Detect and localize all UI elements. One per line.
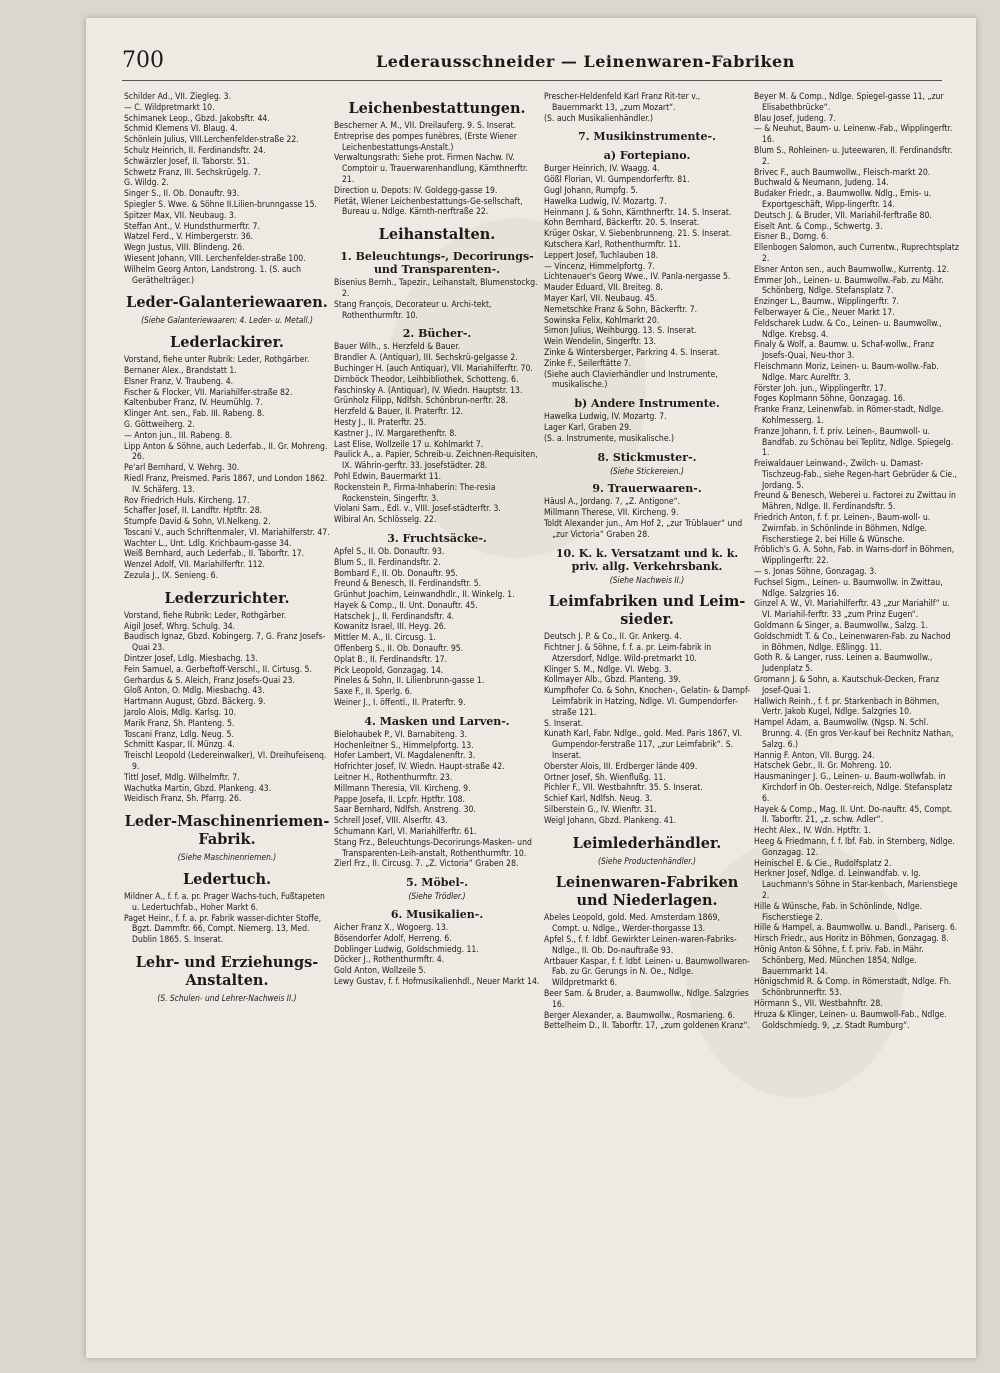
directory-entry: Entreprise des pompes funèbres, (Erste Wiener Leichenbestattungs-Anstalt.)	[334, 131, 517, 153]
directory-entry: S. Inserat.	[544, 718, 584, 729]
directory-entry: Treischl Leopold (Ledereinwalker), VI. Dreihufeisenq. 9.	[124, 751, 327, 773]
directory-entry: Kohn Bernhard, Bäckerftr. 20. S. Inserat.	[544, 218, 700, 229]
section-heading: Ledertuch.	[182, 871, 272, 889]
directory-entry: Prescher-Heldenfeld Karl Franz Rit-ter v., Bauernmarkt 13, „zum Mozart“.	[544, 92, 701, 113]
directory-entry: Friedrich Anton, f. f. pr. Leinen-, Baum-woll- u. Zwirnfab. in Schönlinde in Böhmen, Ndlge. Fischerstiege 2, bei Hille & Wünsche.	[754, 513, 931, 545]
directory-entry: Brandler A. (Antiquar), III. Sechskrü-gelgasse 2.	[334, 353, 518, 364]
directory-entry: Elsner Anton sen., auch Baumwollw., Kurrentg. 12.	[754, 264, 950, 275]
directory-entry: Schaffer Josef, II. Landftr. Hptftr. 28.	[124, 506, 263, 517]
section-heading: 3. Fruchtsäcke-.	[387, 531, 487, 545]
directory-entry: Ellenbogen Salomon, auch Currentw., Ruprechtsplatz 2.	[754, 243, 959, 264]
directory-entry: Hatschek Gebr., II. Gr. Mohreng. 10.	[754, 761, 892, 772]
directory-entry: Verwaltungsrath: Siehe prot. Firmen Nachw. IV. Comptoir u. Trauerwarenhandlung, Kärnthnerftr. 21.	[334, 153, 528, 185]
section-heading: Lederlackirer.	[170, 334, 284, 352]
directory-entry: Tittl Josef, Mdlg. Wilhelmftr. 7.	[124, 772, 240, 783]
directory-entry: Foges Koplmann Söhne, Gonzagag. 16.	[754, 394, 906, 405]
directory-entry: Goldschmidt T. & Co., Leinenwaren-Fab. zu Nachod in Böhmen, Ndlge. Eßlingg. 11.	[754, 631, 951, 653]
section-heading: a) Fortepiano.	[603, 149, 691, 163]
directory-entry: Blum S., II. Ferdinandsftr. 2.	[334, 557, 441, 568]
directory-entry: Zezula J., IX. Senieng. 6.	[124, 571, 219, 582]
directory-entry: Hruza & Klinger, Leinen- u. Baumwoll-Fab., Ndlge. Goldschmiedg. 9, „z. Stadt Rumburg“.	[754, 1009, 947, 1031]
directory-entry: Offenberg S., II. Ob. Donauftr. 95.	[334, 644, 464, 655]
directory-entry: Wilhelm Georg Anton, Landstrong. 1. (S. auch Geräthelträger.)	[124, 264, 301, 286]
column-4	[754, 92, 960, 1031]
directory-entry: Sowinska Felix, Kohlmarkt 20.	[544, 315, 660, 326]
directory-entry: Paulick A., a. Papier, Schreib-u. Zeichnen-Requisiten, IX. Währin-gerftr. 33. Josefstädter. 28.	[334, 450, 538, 472]
directory-entry: Budaker Friedr., a. Baumwollw. Ndlg., Emis- u. Exportgeschäft, Wipp-lingerftr. 14.	[754, 189, 932, 210]
directory-entry: Spitzer Max, VII. Neubaug. 3.	[124, 210, 237, 221]
directory-entry: Rockenstein P., Firma-Inhaberin: The-resia Rockenstein, Singerftr. 3.	[334, 482, 496, 504]
directory-entry: (S. a. Instrumente, musikalische.)	[544, 433, 675, 444]
directory-entry: Elsner Franz, V. Traubeng. 4.	[124, 376, 234, 387]
directory-entry: Oberster Alois, III. Erdberger lände 409.	[544, 761, 698, 772]
page-number: 700	[122, 48, 164, 73]
directory-entry: Felberwayer & Cie., Neuer Markt 17.	[754, 307, 895, 318]
section-heading: 5. Möbel-.	[405, 876, 469, 890]
directory-entry: Abeles Leopold, gold. Med. Amsterdam 1869, Compt. u. Ndlge., Werder-thorgasse 13.	[544, 913, 720, 935]
directory-entry: Hawelka Ludwig, IV. Mozartg. 7.	[544, 412, 667, 423]
directory-entry: Freund & Benesch, II. Ferdinandsftr. 5.	[334, 579, 482, 590]
directory-entry: Weidisch Franz, Sh. Pfarrg. 26.	[124, 794, 242, 805]
cross-reference-note: (Siehe Trödler.)	[408, 891, 466, 902]
directory-entry: Bettelheim D., II. Taborftr. 17, „zum goldenen Kranz“.	[544, 1021, 750, 1032]
directory-entry: Burger Heinrich, IV. Waagg. 4.	[544, 164, 660, 175]
directory-entry: Zinke & Wintersberger, Parkring 4. S. Inserat.	[544, 347, 720, 358]
cross-reference-note: (S. Schulen- und Lehrer-Nachweis II.)	[157, 993, 297, 1003]
directory-entry: Beer Sam. & Bruder, a. Baumwollw., Ndlge. Salzgries 16.	[544, 989, 749, 1010]
section-heading: 2. Bücher-.	[402, 327, 472, 341]
directory-entry: Deutsch J. & Bruder, VII. Mariahil-ferftraße 80.	[754, 210, 932, 221]
running-head: Lederausschneider — Leinenwaren-Fabriken	[376, 52, 795, 71]
directory-entry: Schrell Josef, VIII. Alserftr. 43.	[334, 816, 448, 827]
directory-entry: Hönig Anton & Söhne, f. f. priv. Fab. in Mähr. Schönberg, Med. München 1854, Ndlge. Bauernmarkt 14.	[754, 944, 924, 977]
directory-entry: Millmann Therese, VII. Kircheng. 9.	[544, 508, 679, 519]
directory-entry: Hille & Wünsche, Fab. in Schönlinde, Ndlge. Fischerstiege 2.	[754, 901, 923, 923]
directory-entry: Hofer Lambert, VI. Magdalenenftr. 3.	[334, 751, 476, 762]
directory-entry: Hofrichter Josef, IV. Wiedn. Haupt-straße 42.	[334, 762, 505, 773]
directory-entry: Schwärzler Josef, II. Taborstr. 51.	[124, 156, 250, 167]
directory-entry: Freund & Benesch, Weberei u. Factorei zu Zwittau in Mähren, Ndlge. II. Ferdinandsftr. 5.	[754, 491, 956, 513]
directory-entry: Kowanitz Israel, III. Heyg. 26.	[334, 622, 447, 633]
section-heading: 8. Stickmuster-.	[597, 450, 697, 464]
directory-entry: Leitner H., Rothenthurmftr. 23.	[334, 773, 453, 784]
directory-page	[86, 18, 976, 1358]
directory-entry: Direction u. Depots: IV. Goldegg-gasse 19.	[334, 185, 498, 196]
directory-entry: Hausmaninger J. G., Leinen- u. Baum-wollwfab. in Kirchdorf in Ob. Oester-reich, Ndlge. Stefansplatz 6.	[754, 772, 953, 804]
directory-entry: Kollmayer Alb., Gbzd. Planteng. 39.	[544, 675, 681, 686]
directory-entry: Weiner J., I. öffentl., II. Praterftr. 9.	[334, 698, 466, 709]
section-heading: Leimfabriken und Leim-sieder.	[548, 593, 746, 629]
directory-entry: Klinger Ant. sen., Fab. III. Rabeng. 8.	[124, 409, 265, 420]
directory-entry: Kastner J., IV. Margarethenftr. 8.	[334, 428, 457, 439]
section-heading: Lehr- und Erziehungs-Anstalten.	[135, 954, 319, 989]
section-heading: Leihanstalten.	[378, 226, 496, 244]
directory-entry: Stumpfe David & Sohn, VI.Nelkeng. 2.	[124, 517, 271, 528]
directory-entry: Hallwich Reinh., f. f. pr. Starkenbach in Böhmen, Vertr. Jakob Kugel, Ndlge. Salzgries 10.	[754, 696, 940, 718]
directory-entry: Saar Bernhard, Ndlfsh. Anstreng. 30.	[334, 805, 476, 816]
directory-entry: Pohl Edwin, Bauermarkt 11.	[334, 471, 442, 482]
directory-entry: Wibiral An. Schlösselg. 22.	[334, 515, 437, 526]
header-rule	[122, 80, 942, 81]
directory-entry: Jarolo Alois, Mdlg. Karlsg. 10.	[124, 708, 236, 719]
directory-entry: — Anton jun., III. Rabeng. 8.	[124, 430, 233, 441]
directory-entry: Singer S., II. Ob. Donauftr. 93.	[124, 189, 240, 200]
directory-entry: Gößl Florian, VI. Gumpendorferftr. 81.	[544, 175, 690, 186]
directory-entry: Fichtner J. & Söhne, f. f. a. pr. Leim-fabrik in Atzersdorf, Ndlge. Wild-pretmarkt 10.	[544, 643, 712, 664]
directory-entry: — s. Jonas Söhne, Gonzagag. 3.	[754, 567, 877, 578]
directory-entry: Heinischel E. & Cie., Rudolfsplatz 2.	[754, 858, 892, 869]
directory-entry: Lipp Anton & Söhne, auch Lederfab., II. Gr. Mohreng. 26.	[124, 441, 328, 463]
directory-entry: Deutsch J. P. & Co., II. Gr. Ankerg. 4.	[544, 632, 682, 643]
directory-entry: Mittler M. A., II. Circusg. 1.	[334, 633, 436, 644]
directory-entry: Artbauer Kaspar, f. f. ldbf. Leinen- u. Baumwollwaren-Fab. zu Gr. Gerungs in N. Oe., Ndlge. Wildpretmarkt 6.	[544, 956, 750, 989]
section-heading: Leder-Maschinenriemen-Fabrik.	[124, 813, 330, 849]
directory-entry: Goldmann & Singer, a. Baumwollw., Salzg. 1.	[754, 621, 928, 632]
directory-entry: Riedl Franz, Preismed. Paris 1867, und London 1862. IV. Schäferg. 13.	[124, 473, 328, 495]
directory-entry: Klinger S. M., Ndlge. VI. Webg. 3.	[544, 664, 672, 675]
directory-entry: Kunath Karl, Fabr. Ndlge., gold. Med. Paris 1867, VI. Gumpendor-ferstraße 117, „zur Leimfabrik“. S. Inserat.	[544, 729, 743, 762]
directory-entry: Kaltenbuber Franz, IV. Heumühlg. 7.	[124, 398, 263, 409]
section-heading: Leinenwaren-Fabriken und Niederlagen.	[555, 874, 739, 910]
directory-entry: Wegn Justus, VIII. Blindeng. 26.	[124, 243, 245, 254]
section-heading: 6. Musikalien-.	[390, 908, 484, 922]
directory-entry: Bösendorfer Adolf, Herreng. 6.	[334, 933, 452, 944]
directory-entry: Gerhardus & S. Aleich, Franz Josefs-Quai 23.	[124, 675, 295, 686]
directory-entry: Toscani V., auch Schriftenmaler, VI. Mariahilferstr. 47.	[124, 527, 330, 538]
directory-entry: Millmann Theresia, VII. Kircheng. 9.	[334, 783, 471, 794]
directory-entry: Bombard F., II. Ob. Donauftr. 95.	[334, 568, 458, 579]
directory-entry: Schwetz Franz, III. Sechskrügelg. 7.	[124, 167, 261, 178]
directory-entry: Zinke F., Seilerftätte 7.	[544, 358, 632, 369]
directory-entry: Feldscharek Ludw. & Co., Leinen- u. Baumwollw., Ndlge. Krebsg. 4.	[754, 318, 942, 340]
directory-entry: Hecht Alex., IV. Wdn. Hptftr. 1.	[754, 826, 871, 837]
directory-entry: Herkner Josef, Ndlge. d. Leinwandfab. v. Ig. Lauchmann's Söhne in Star-kenbach, Marienstiege 2.	[754, 869, 958, 901]
directory-entry: Eiselt Ant. & Comp., Schwertg. 3.	[754, 221, 883, 232]
directory-entry: Schmid Klemens VI. Blaug. 4.	[124, 124, 238, 135]
directory-entry: Spiegler S. Wwe. & Söhne II.Lilien-brunngasse 15.	[124, 199, 317, 210]
directory-entry: Steffan Ant., V. Hundsthurmerftr. 7.	[124, 221, 260, 232]
directory-entry: Hochenleitner S., Himmelpfortg. 13.	[334, 740, 474, 751]
directory-entry: Schilder Ad., VII. Ziegleg. 3.	[124, 92, 232, 102]
directory-entry: Grünhut Joachim, Leinwandhdlr., II. Winkelg. 1.	[334, 590, 515, 601]
directory-entry: Aicher Franz X., Wogoerg. 13.	[334, 923, 449, 934]
directory-entry: Krüger Oskar, V. Siebenbrunneng. 21. S. Inserat.	[544, 229, 732, 240]
directory-entry: Grünholz Filipp, Ndlfsh. Schönbrun-nerftr. 28.	[334, 396, 509, 407]
directory-entry: Schulz Heinrich, II. Ferdinandsftr. 24.	[124, 145, 266, 156]
directory-entry: Nemetschke Franz & Sohn, Bäckerftr. 7.	[544, 304, 698, 315]
directory-entry: Hirsch Friedr., aus Horitz in Böhmen, Gonzagag. 8.	[754, 934, 949, 945]
directory-entry: Franze Johann, f. f. priv. Leinen-, Baumwoll- u. Bandfab. zu Schönau bei Teplitz, Ndlge. Spiegelg. 1.	[754, 426, 954, 459]
directory-entry: Ortner Josef, Sh. Wienflußg. 11.	[544, 772, 666, 783]
directory-entry: Beyer M. & Comp., Ndlge. Spiegel-gasse 11, „zur Elisabethbrücke“.	[754, 92, 944, 113]
directory-entry: Hayek & Comp., II. Unt. Donauftr. 45.	[334, 600, 478, 611]
directory-entry: Fischer & Flocker, VII. Mariahilfer-straße 82.	[124, 387, 293, 398]
directory-entry: Last Elise, Wollzeile 17 u. Kohlmarkt 7.	[334, 439, 484, 450]
directory-entry: Hartmann August, Gbzd. Bäckerg. 9.	[124, 697, 266, 708]
directory-entry: Gloß Anton, O. Mdlg. Miesbachg. 43.	[124, 686, 265, 697]
cross-reference-note: (Siehe Stickereien.)	[610, 465, 684, 476]
directory-entry: Wachutka Martin, Gbzd. Plankeng. 43.	[124, 783, 272, 794]
directory-entry: Hille & Hampel, a. Baumwollw. u. Bandl., Pariserg. 6.	[754, 923, 958, 934]
directory-entry: Mildner A., f. f. a. pr. Prager Wachs-tuch, Fußtapeten u. Ledertuchfab., Hoher Markt 6.	[124, 892, 325, 913]
directory-entry: (Siehe auch Clavierhändler und Instrumente, musikalische.)	[544, 369, 718, 391]
section-heading: 1. Beleuchtungs-, Decorirungs- und Transparenten-.	[340, 250, 534, 277]
section-heading: 7. Musikinstrumente-.	[578, 130, 716, 144]
directory-entry: Watzel Ferd., V. Himbergerstr. 36.	[124, 232, 254, 243]
directory-entry: Pe'arl Bernhard, V. Wehrg. 30.	[124, 463, 240, 474]
directory-entry: Stang Frz., Beleuchtungs-Decorirungs-Masken- und Transparenten-Leih-anstalt, Rothenthurmftr. 10.	[334, 837, 532, 859]
directory-entry: Vorstand, fiehe Rubrik: Leder, Rothgärber.	[124, 610, 287, 621]
directory-entry: Leppert Josef, Tuchlauben 18.	[544, 250, 659, 261]
cross-reference-note: (Siehe Galanteriewaaren: 4. Leder- u. Metall.)	[141, 315, 313, 326]
directory-entry: Pick Leopold, Gonzagag. 14.	[334, 665, 444, 676]
directory-entry: Eisner B., Domg. 6.	[754, 232, 829, 243]
column-2	[334, 92, 540, 988]
directory-entry: Zierl Frz., II. Circusg. 7. „Z. Victoria“ Graben 28.	[334, 859, 519, 870]
directory-entry: Hampel Adam, a. Baumwollw. (Ngsp. N. Schl. Brunng. 4. (En gros Ver-kauf bei Rechnitz Nathan, Salzg. 6.)	[754, 718, 954, 750]
cross-reference-note: (Siehe Maschinenriemen.)	[177, 852, 277, 863]
directory-entry: Baudisch Ignaz, Gbzd. Kobingerg. 7, G. Franz Josefs-Quai 23.	[124, 632, 326, 654]
page-header	[86, 48, 976, 88]
directory-entry: Mayer Karl, VII. Neubaug. 45.	[544, 293, 658, 304]
directory-entry: Fuchsel Sigm., Leinen- u. Baumwollw. in Zwittau, Ndlge. Salzgries 16.	[754, 577, 943, 599]
cross-reference-note: (Siehe Nachweis II.)	[609, 574, 685, 585]
directory-entry: Schief Karl, Ndlfsh. Neug. 3.	[544, 794, 653, 805]
directory-entry: Wachter L., Unt. Ldlg. Krichbaum-gasse 34.	[124, 538, 292, 549]
directory-entry: G. Göttweiherg. 2.	[124, 419, 195, 430]
directory-entry: Pichler F., VII. Westbahnftr. 35. S. Inserat.	[544, 783, 703, 794]
directory-entry: Schmitt Kaspar, II. Münzg. 4.	[124, 740, 235, 751]
directory-entry: — Vincenz, Himmelpfortg. 7.	[544, 261, 655, 272]
directory-entry: Enzinger L., Baumw., Wipplingerftr. 7.	[754, 297, 899, 308]
cross-reference-note: (Siehe Productenhändler.)	[598, 855, 696, 866]
directory-entry: Hawelka Ludwig, IV. Mozartg. 7.	[544, 196, 667, 207]
section-heading: 9. Trauerwaaren-.	[592, 482, 702, 496]
directory-entry: Lewy Gustav, f. f. Hofmusikalienhdl., Neuer Markt 14.	[334, 977, 540, 987]
directory-entry: Vorstand, fiehe unter Rubrik: Leder, Rothgärber.	[124, 355, 310, 366]
directory-entry: Bisenius Bernh., Tapezir., Leihanstalt, Blumenstockg. 2.	[334, 278, 538, 299]
directory-entry: Wiesent Johann, VIII. Lerchenfelder-straße 100.	[124, 253, 306, 264]
section-heading: Leder-Galanteriewaaren.	[126, 294, 328, 312]
directory-entry: Dintzer Josef, Ldlg. Miesbachg. 13.	[124, 654, 258, 665]
directory-entry: Dirnböck Theodor, Leihbibliothek, Schotteng. 6.	[334, 374, 519, 385]
directory-entry: (S. auch Musikalienhändler.)	[544, 113, 654, 124]
directory-entry: Mauder Eduard, VII. Breiteg. 8.	[544, 283, 663, 294]
directory-entry: Bernaner Alex., Brandstatt 1.	[124, 365, 237, 376]
directory-entry: Hesty J., II. Praterftr. 25.	[334, 417, 427, 428]
directory-entry: Kutschera Karl, Rothenthurmftr. 11.	[544, 239, 681, 250]
directory-entry: — C. Wildpretmarkt 10.	[124, 102, 215, 113]
directory-entry: Marik Franz, Sh. Planteng. 5.	[124, 718, 235, 729]
section-heading: Leimlederhändler.	[572, 834, 722, 852]
directory-entry: Simon Julius, Weihburgg. 13. S. Inserat.	[544, 326, 697, 337]
directory-entry: Saxe F., II. Sperlg. 6.	[334, 687, 413, 698]
directory-entry: Lichtenauer's Georg Wwe., IV. Panla-nergasse 5.	[544, 272, 731, 283]
directory-entry: Freiwaldauer Leinwand-, Zwilch- u. Damast-Tischzeug-Fab., siehe Regen-hart Gebrüder & Cie., Jordang. 5.	[754, 459, 958, 491]
directory-entry: Wenzel Adolf, VII. Mariahilferftr. 112.	[124, 560, 265, 571]
directory-entry: Bielohaubek P., VI. Barnabiteng. 3.	[334, 729, 468, 740]
directory-entry: Fröblich's G. A. Sohn, Fab. in Warns-dorf in Böhmen, Wipplingerftr. 22.	[754, 545, 955, 567]
directory-entry: Emmer Joh., Leinen- u. Baumwollw.-Fab. zu Mähr. Schönberg, Ndlge. Stefansplatz 7.	[754, 275, 944, 297]
directory-entry: Blum S., Rohleinen- u. Juteewaren, II. Ferdinandsftr. 2.	[754, 145, 953, 167]
directory-entry: Wein Wendelin, Singerftr. 13.	[544, 337, 656, 348]
directory-entry: Pineles & Sohn, II. Lilienbrunn-gasse 1.	[334, 676, 485, 687]
directory-entry: Toldt Alexander jun., Am Hof 2, „zur Trüblauer“ und „zur Victoria“ Graben 28.	[544, 518, 743, 540]
directory-entry: Doblinger Ludwig, Goldschmiedg. 11.	[334, 944, 479, 955]
directory-entry: Hönigschmid R. & Comp. in Römerstadt, Ndlge. Fh. Schönbrunnerftr. 53.	[754, 977, 952, 999]
section-heading: 10. K. k. Versatzamt und k. k. priv. allg. Verkehrsbank.	[555, 546, 739, 573]
directory-entry: Buchinger H. (auch Antiquar), VII. Mariahilferftr. 70.	[334, 363, 533, 374]
section-heading: 4. Masken und Larven-.	[364, 714, 510, 728]
directory-entry: Hatschek J., II. Ferdinandsftr. 4.	[334, 611, 455, 622]
directory-entry: Schimanek Leop., Gbzd. Jakobsftr. 44.	[124, 113, 270, 124]
directory-entry: Apfel S., II. Ob. Donauftr. 93.	[334, 546, 445, 557]
directory-entry: Toscani Franz, Ldlg. Neug. 5.	[124, 729, 234, 740]
section-heading: b) Andere Instrumente.	[574, 397, 720, 411]
directory-entry: Förster Joh. jun., Wipplingerftr. 17.	[754, 383, 887, 394]
directory-entry: Violani Sam., Edl. v., VIII. Josef-städterftr. 3.	[334, 504, 501, 515]
directory-entry: Pappe Josefa, II. Lcpfr. Hptftr. 108.	[334, 794, 466, 805]
column-1	[124, 92, 330, 1007]
directory-entry: Stang François, Decorateur u. Archi-tekt, Rothenthurmftr. 10.	[334, 299, 492, 321]
directory-entry: Apfel S., f. f. ldbf. Gewirkter Leinen-waren-Fabriks-Ndlge., II. Ob. Do-nauftraße 93.	[544, 935, 737, 956]
directory-entry: Hörmann S., VII. Westbahnftr. 28.	[754, 998, 883, 1009]
section-heading: Lederzurichter.	[164, 589, 290, 607]
directory-entry: Ginzel A. W., VI. Mariahilferftr. 43 „zur Mariahilf“ u. VI. Mariahil-ferftr. 33 „zum Prinz Eugen“.	[754, 599, 950, 621]
directory-entry: Gromann J. & Sohn, a. Kautschuk-Decken, Franz Josef-Quai 1.	[754, 675, 940, 696]
directory-entry: Blau Josef, Judeng. 7.	[754, 113, 836, 124]
directory-entry: Gugl Johann, Rumpfg. 5.	[544, 185, 639, 196]
directory-entry: Fein Samuel, a. Gerbeftoff-Verschl., II. Cirtusg. 5.	[124, 664, 312, 675]
directory-entry: Bauer Wilh., s. Herzfeld & Bauer.	[334, 342, 461, 353]
directory-entry: Rov Friedrich Huls. Kircheng. 17.	[124, 495, 250, 506]
directory-entry: Häusl A., Jordang. 7, „Z. Antigone“.	[544, 497, 681, 508]
directory-entry: Franke Franz, Leinenwfab. in Römer-stadt, Ndlge. Kohlmesserg. 1.	[754, 405, 944, 426]
directory-entry: Herzfeld & Bauer, II. Praterftr. 12.	[334, 407, 464, 418]
directory-entry: Pietät, Wiener Leichenbestattungs-Ge-sellschaft, Bureau u. Ndlge. Kärnth-nerftraße 22.	[334, 196, 523, 218]
directory-entry: Bescherner A. M., VII. Dreilauferg. 9. S. Inserat.	[334, 121, 517, 131]
directory-entry: Heeg & Friedmann, f. f. lbf. Fab. in Sternberg, Ndlge. Gonzagag. 12.	[754, 836, 955, 858]
directory-entry: Aigil Josef, Whrg. Schulg. 34.	[124, 621, 236, 632]
column-3	[544, 92, 750, 1032]
directory-entry: Berger Alexander, a. Baumwollw., Rosmarieng. 6.	[544, 1010, 735, 1021]
directory-entry: Finaly & Wolf, a. Baumw. u. Schaf-wollw., Franz Josefs-Quai, Neu-thor 3.	[754, 340, 935, 362]
directory-entry: Hannig F. Anton, VII. Burgg. 24.	[754, 750, 875, 761]
directory-entry: Gold Anton, Wollzeile 5.	[334, 966, 426, 977]
directory-entry: Goth R. & Langer, russ. Leinen a. Baumwollw., Judenplatz 5.	[754, 653, 933, 675]
directory-entry: Schönlein Julius, VIII.Lerchenfelder-straße 22.	[124, 135, 299, 146]
directory-entry: Schumann Karl, VI. Mariahilferftr. 61.	[334, 827, 477, 838]
directory-entry: — & Neuhut, Baum- u. Leinenw.-Fab., Wipplingerftr. 16.	[754, 124, 953, 146]
directory-entry: Brivec F., auch Baumwollw., Fleisch-markt 20.	[754, 167, 931, 178]
directory-entry: Lager Karl, Graben 29.	[544, 422, 632, 433]
directory-entry: G. Wildg. 2.	[124, 178, 169, 189]
section-heading: Leichenbestattungen.	[348, 100, 526, 117]
directory-entry: Oplat B., II. Ferdinandsftr. 17.	[334, 654, 447, 665]
directory-entry: Döcker J., Rothenthurmftr. 4.	[334, 955, 445, 966]
directory-entry: Paget Heinr., f. f. a. pr. Fabrik wasser-dichter Stoffe, Bgzt. Dammftr. 66, Compt. Niemerg. 13, Med. Dublin 1865. S. Inserat.	[124, 913, 322, 946]
directory-entry: Silberstein G., IV. Wienftr. 31.	[544, 805, 657, 816]
directory-entry: Heinmann J. & Sohn, Kärnthnerftr. 14. S. Inserat.	[544, 207, 732, 218]
directory-entry: Fleischmann Moriz, Leinen- u. Baum-wollw.-Fab. Ndlge. Marc Aurelftr. 3.	[754, 361, 939, 383]
directory-entry: Buchwald & Neumann, Judeng. 14.	[754, 178, 889, 189]
directory-entry: Weiß Bernhard, auch Lederfab., II. Taborftr. 17.	[124, 549, 305, 560]
directory-entry: Hayek & Comp., Mag. II. Unt. Do-nauftr. 45, Compt. II. Taborftr. 21, „z. schw. Adler“.	[754, 804, 953, 826]
directory-entry: Faschinsky A. (Antiquar), IV. Wiedn. Hauptstr. 13.	[334, 385, 523, 396]
directory-entry: Kumpfhofer Co. & Sohn, Knochen-, Gelatin- & Dampf-Leimfabrik in Hatzing, Ndlge. VI. Gumpendorfer-straße 121.	[544, 686, 750, 718]
directory-entry: Weigl Johann, Gbzd. Plankeng. 41.	[544, 815, 677, 826]
